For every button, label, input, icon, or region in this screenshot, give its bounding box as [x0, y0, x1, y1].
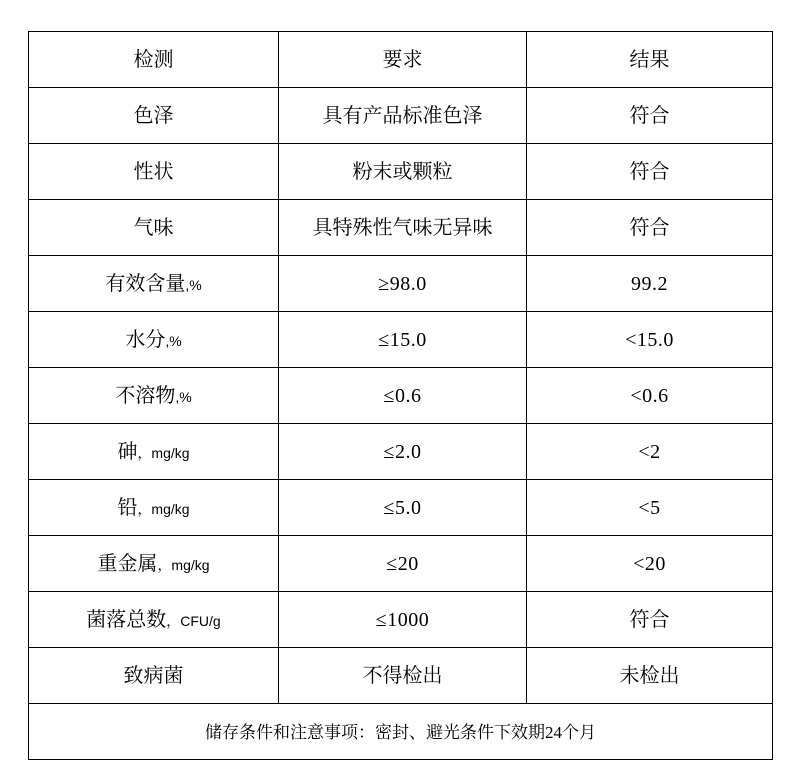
- cell-item: [29, 592, 279, 648]
- requirement-value: ≤20: [386, 552, 419, 575]
- cell-requirement: [279, 88, 527, 144]
- table-header-row: [29, 32, 773, 88]
- cell-result: [527, 424, 773, 480]
- result-value: <2: [638, 440, 661, 463]
- item-label: 重金属: [97, 552, 158, 575]
- result-value: 符合: [629, 216, 670, 239]
- requirement-value: ≤5.0: [383, 496, 422, 519]
- requirement-value: ≤15.0: [378, 328, 427, 351]
- cell-result: [527, 480, 773, 536]
- item-unit: ,%: [175, 388, 192, 405]
- cell-result: [527, 592, 773, 648]
- requirement-value: 不得检出: [362, 664, 443, 687]
- requirement-value: ≥98.0: [378, 272, 427, 295]
- result-value: 99.2: [631, 272, 668, 295]
- storage-note-cell: [29, 704, 773, 760]
- result-value: 符合: [629, 104, 670, 127]
- table-row: [29, 256, 773, 312]
- item-unit: ，mg/kg: [137, 444, 190, 461]
- cell-item: [29, 368, 279, 424]
- table-header-cell-requirement: [279, 32, 527, 88]
- item-label: 性状: [133, 160, 174, 183]
- cell-result: [527, 256, 773, 312]
- cell-item: [29, 144, 279, 200]
- cell-requirement: [279, 536, 527, 592]
- cell-item: [29, 256, 279, 312]
- cell-requirement: [279, 592, 527, 648]
- item-label: 气味: [133, 216, 174, 239]
- item-label: 砷: [117, 440, 138, 463]
- header-label-item: 检测: [133, 48, 174, 71]
- cell-result: [527, 88, 773, 144]
- cell-requirement: [279, 144, 527, 200]
- item-label: 色泽: [133, 104, 174, 127]
- table-row: [29, 368, 773, 424]
- result-value: <15.0: [625, 328, 674, 351]
- cell-result: [527, 368, 773, 424]
- item-label: 水分: [125, 328, 166, 351]
- cell-result: [527, 144, 773, 200]
- requirement-value: ≤1000: [375, 608, 430, 631]
- item-label: 菌落总数: [86, 608, 167, 631]
- item-label: 铅: [117, 496, 138, 519]
- cell-result: [527, 536, 773, 592]
- item-unit: ，CFU/g: [166, 612, 221, 629]
- result-value: <20: [633, 552, 666, 575]
- requirement-value: 具有产品标准色泽: [322, 104, 483, 127]
- table-row: [29, 480, 773, 536]
- table-row: [29, 88, 773, 144]
- result-value: <5: [638, 496, 661, 519]
- item-label: 不溶物: [115, 384, 176, 407]
- cell-requirement: [279, 424, 527, 480]
- item-unit: ，mg/kg: [137, 500, 190, 517]
- table-row: [29, 312, 773, 368]
- item-unit: ,%: [185, 276, 202, 293]
- table-row: [29, 200, 773, 256]
- table-row: [29, 144, 773, 200]
- cell-requirement: [279, 648, 527, 704]
- item-label: 有效含量: [105, 272, 186, 295]
- table-row: [29, 536, 773, 592]
- cell-requirement: [279, 200, 527, 256]
- requirement-value: ≤2.0: [383, 440, 422, 463]
- item-label: 致病菌: [123, 664, 184, 687]
- table-header-cell-item: [29, 32, 279, 88]
- header-label-result: 结果: [629, 48, 670, 71]
- cell-item: [29, 424, 279, 480]
- result-value: <0.6: [630, 384, 669, 407]
- item-unit: ，mg/kg: [157, 556, 210, 573]
- cell-item: [29, 200, 279, 256]
- table-row: [29, 648, 773, 704]
- table-row: [29, 592, 773, 648]
- spec-table-wrapper: [28, 31, 772, 760]
- requirement-value: 具特殊性气味无异味: [312, 216, 493, 239]
- table-footer-row: [29, 704, 773, 760]
- cell-result: [527, 200, 773, 256]
- cell-requirement: [279, 312, 527, 368]
- cell-result: [527, 648, 773, 704]
- requirement-value: ≤0.6: [383, 384, 422, 407]
- result-value: 未检出: [619, 664, 680, 687]
- table-header-cell-result: [527, 32, 773, 88]
- table-row: [29, 424, 773, 480]
- storage-note-text: 储存条件和注意事项：密封、避光条件下效期24个月: [205, 722, 596, 742]
- cell-item: [29, 312, 279, 368]
- result-value: 符合: [629, 608, 670, 631]
- specification-table: [28, 31, 773, 760]
- header-label-requirement: 要求: [382, 48, 423, 71]
- result-value: 符合: [629, 160, 670, 183]
- cell-item: [29, 480, 279, 536]
- cell-item: [29, 536, 279, 592]
- cell-requirement: [279, 480, 527, 536]
- cell-item: [29, 648, 279, 704]
- item-unit: ,%: [165, 332, 182, 349]
- cell-requirement: [279, 256, 527, 312]
- requirement-value: 粉末或颗粒: [352, 160, 453, 183]
- cell-result: [527, 312, 773, 368]
- cell-requirement: [279, 368, 527, 424]
- cell-item: [29, 88, 279, 144]
